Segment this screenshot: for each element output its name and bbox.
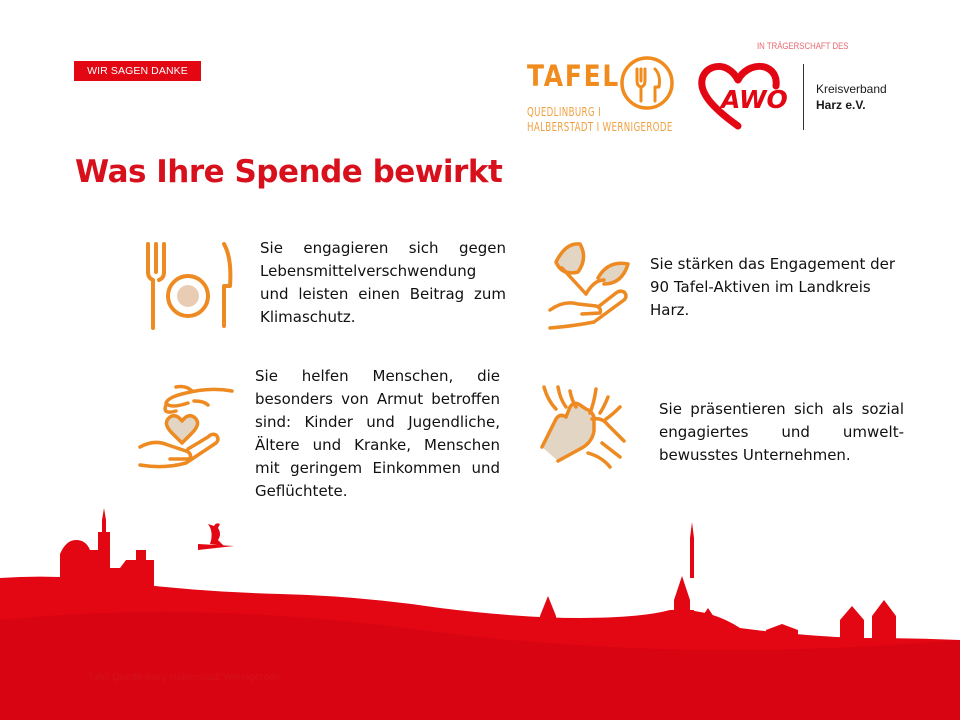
awo-logo-brand: AWO	[721, 85, 788, 114]
awo-kreisverband-line2: Harz e.V.	[816, 98, 866, 112]
wir-sagen-danke-tag: WIR SAGEN DANKE	[74, 61, 201, 81]
awo-divider	[803, 64, 804, 130]
fork-knife-icon	[619, 55, 675, 111]
benefit-text-2: Sie stärken das Engagement der 90 Tafel-Aktiven im Landkreis Harz.	[650, 255, 896, 319]
footer-text: Tafel Quedlinburg Halberstadt Wernigerode	[88, 672, 281, 683]
awo-traegerschaft-label: IN TRÄGERSCHAFT DES	[757, 41, 849, 52]
benefit-text-4: Sie präsentieren sich als sozial engagiertes und umwelt-bewusstes Unternehmen.	[659, 400, 904, 464]
tafel-logo-line2: HALBERSTADT I WERNIGERODE	[527, 120, 673, 134]
tafel-logo-subline	[527, 105, 673, 135]
benefit-text-3: Sie helfen Menschen, die besonders von Armut betroffen sind: Kinder und Jugendliche, Ältere und Kranke, Menschen mit geringem Einkommen und Geflüchtete.	[255, 367, 500, 500]
plate-cutlery-icon	[142, 238, 236, 334]
benefit-text-1: Sie engagieren sich gegen Lebensmittelverschwendung und leisten einen Beitrag zum Klimaschutz.	[260, 239, 506, 326]
page-title: Was Ihre Spende bewirkt	[75, 154, 503, 190]
awo-kreisverband	[816, 81, 887, 113]
hand-plant-icon	[546, 238, 632, 334]
tafel-logo	[525, 55, 677, 140]
harz-skyline-illustration	[0, 500, 960, 720]
tafel-logo-word: TAFEL	[527, 59, 620, 93]
holding-hands-icon	[536, 383, 630, 477]
hands-heart-icon	[136, 383, 236, 481]
tafel-logo-line1: QUEDLINBURG I	[527, 105, 601, 119]
awo-logo	[698, 60, 806, 132]
awo-kreisverband-line1: Kreisverband	[816, 82, 887, 96]
